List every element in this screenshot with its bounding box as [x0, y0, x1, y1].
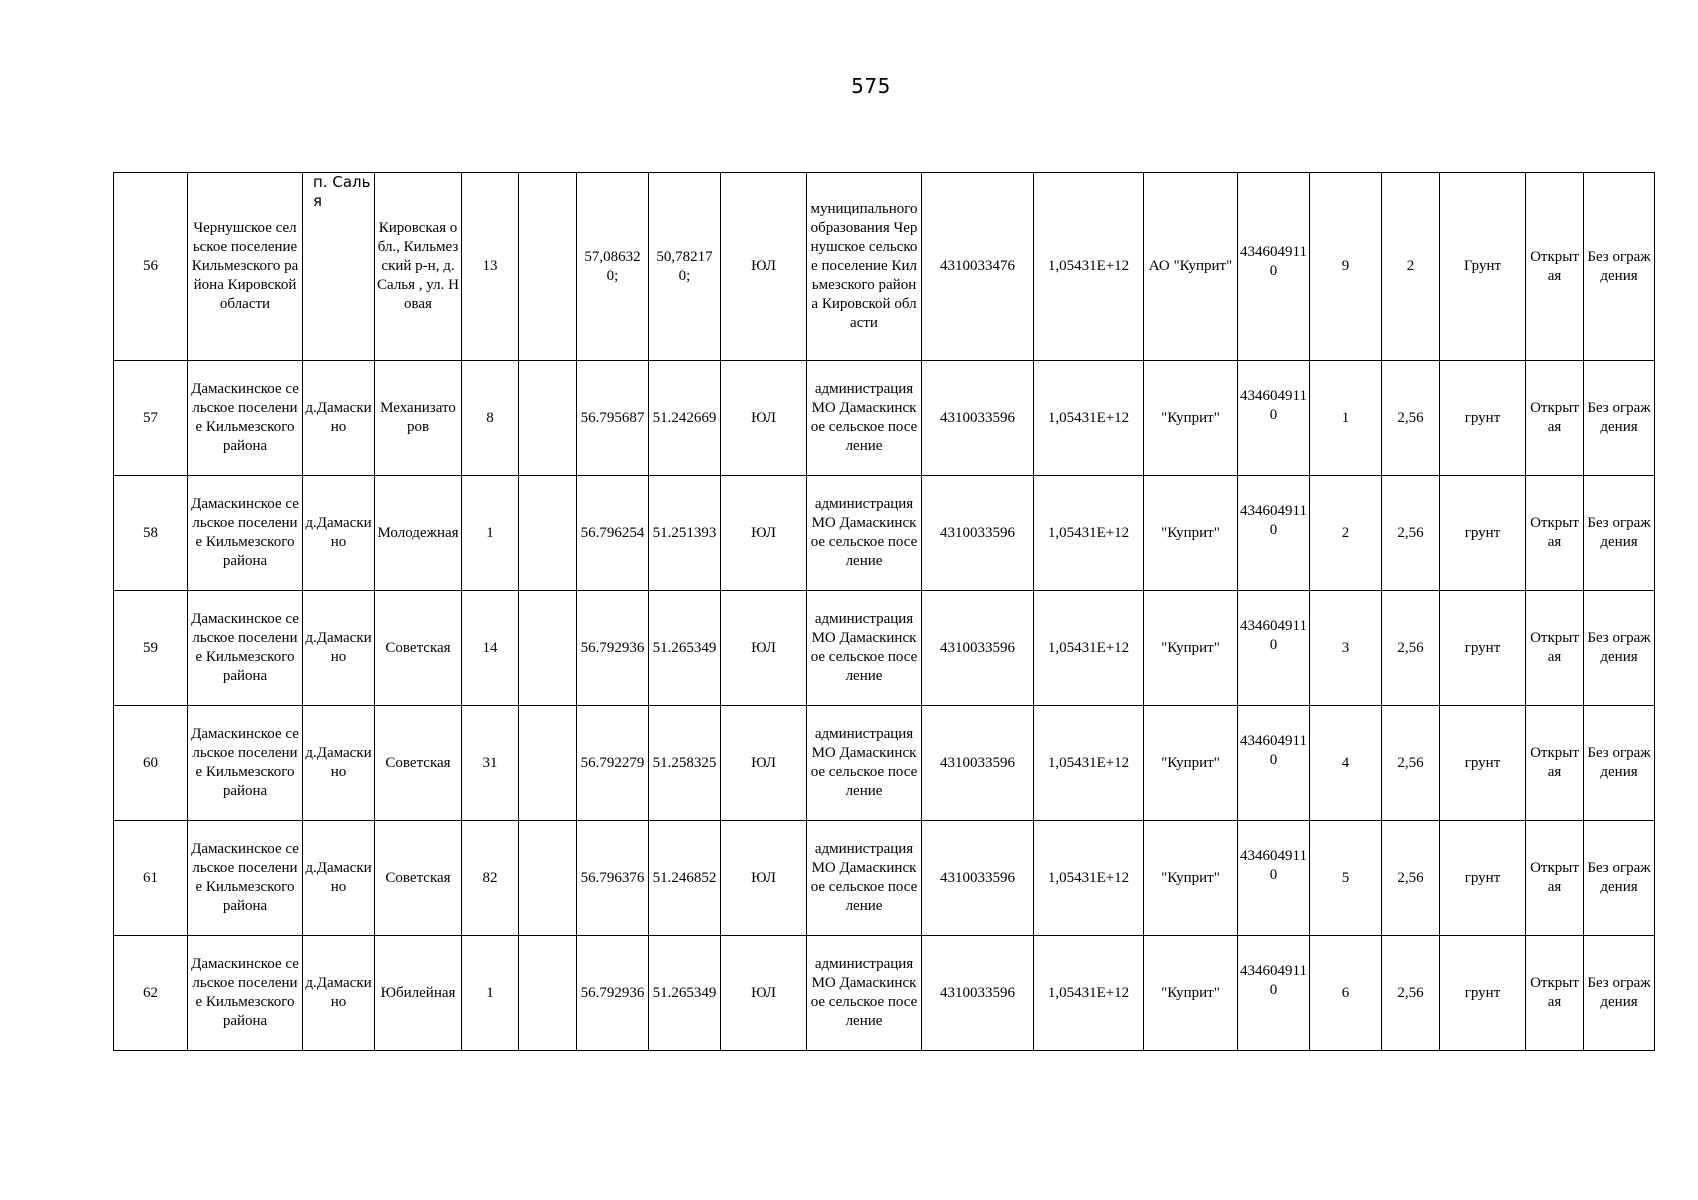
table-row [114, 361, 1655, 476]
operator-inn-cell: 4346049110 [1238, 821, 1310, 936]
settlement-cell: Чернушское сельское поселение Кильмезского района Кировской области [188, 173, 303, 361]
street-cell: Советская [375, 591, 462, 706]
site-index-cell: 3 [1310, 591, 1382, 706]
operator-cell: "Куприт" [1144, 821, 1238, 936]
owner-ogrn-cell: 1,05431E+12 [1034, 821, 1144, 936]
table-row [114, 936, 1655, 1051]
entity-type-cell: ЮЛ [721, 936, 807, 1051]
empty-cell [519, 361, 577, 476]
empty-cell [519, 173, 577, 361]
entity-type-cell: ЮЛ [721, 706, 807, 821]
surface-cell: грунт [1440, 706, 1526, 821]
area-cell: 2 [1382, 173, 1440, 361]
site-index-cell: 1 [1310, 361, 1382, 476]
table-row [114, 591, 1655, 706]
owner-ogrn-cell: 1,05431E+12 [1034, 173, 1144, 361]
settlement-cell: Дамаскинское сельское поселение Кильмезского района [188, 936, 303, 1051]
owner-inn-cell: 4310033596 [922, 591, 1034, 706]
owner-cell: администрация МО Дамаскинское сельское поселение [807, 821, 922, 936]
area-cell: 2,56 [1382, 361, 1440, 476]
owner-inn-cell: 4310033596 [922, 936, 1034, 1051]
operator-inn-cell: 4346049110 [1238, 936, 1310, 1051]
area-cell: 2,56 [1382, 936, 1440, 1051]
latitude-cell: 56.796254 [577, 476, 649, 591]
settlement-cell: Дамаскинское сельское поселение Кильмезского района [188, 361, 303, 476]
row-number-cell: 57 [114, 361, 188, 476]
site-index-cell: 6 [1310, 936, 1382, 1051]
entity-type-cell: ЮЛ [721, 591, 807, 706]
owner-cell: администрация МО Дамаскинское сельское поселение [807, 936, 922, 1051]
row-number-cell: 62 [114, 936, 188, 1051]
longitude-cell: 51.242669 [649, 361, 721, 476]
table-row [114, 173, 1655, 361]
entity-type-cell: ЮЛ [721, 476, 807, 591]
site-index-cell: 5 [1310, 821, 1382, 936]
fence-cell: Без ограждения [1584, 706, 1655, 821]
settlement-cell: Дамаскинское сельское поселение Кильмезского района [188, 706, 303, 821]
locality-cell: д.Дамаскино [303, 821, 375, 936]
owner-cell: муниципального образования Чернушское сельское поселение Кильмезского района Кировской области [807, 173, 922, 361]
longitude-cell: 51.251393 [649, 476, 721, 591]
area-cell: 2,56 [1382, 821, 1440, 936]
empty-cell [519, 476, 577, 591]
owner-ogrn-cell: 1,05431E+12 [1034, 936, 1144, 1051]
operator-cell: "Куприт" [1144, 591, 1238, 706]
locality-cell: д.Дамаскино [303, 706, 375, 821]
latitude-cell: 56.792936 [577, 591, 649, 706]
street-cell: Молодежная [375, 476, 462, 591]
site-type-cell: Открытая [1526, 173, 1584, 361]
site-type-cell: Открытая [1526, 821, 1584, 936]
site-type-cell: Открытая [1526, 706, 1584, 821]
empty-cell [519, 936, 577, 1051]
street-cell: Кировская обл., Кильмезский р-н, д.Салья , ул. Новая [375, 173, 462, 361]
table-row [114, 706, 1655, 821]
row-number-cell: 59 [114, 591, 188, 706]
owner-ogrn-cell: 1,05431E+12 [1034, 706, 1144, 821]
locality-cell: д.Дамаскино [303, 476, 375, 591]
row-number-cell: 56 [114, 173, 188, 361]
latitude-cell: 56.792936 [577, 936, 649, 1051]
registry-table [113, 172, 1655, 1051]
surface-cell: Грунт [1440, 173, 1526, 361]
row-number-cell: 61 [114, 821, 188, 936]
latitude-cell: 56.796376 [577, 821, 649, 936]
owner-ogrn-cell: 1,05431E+12 [1034, 591, 1144, 706]
settlement-cell: Дамаскинское сельское поселение Кильмезского района [188, 476, 303, 591]
street-cell: Механизаторов [375, 361, 462, 476]
locality-cell: д.Дамаскино [303, 361, 375, 476]
empty-cell [519, 706, 577, 821]
table-row [114, 821, 1655, 936]
entity-type-cell: ЮЛ [721, 173, 807, 361]
fence-cell: Без ограждения [1584, 476, 1655, 591]
table-body [114, 173, 1655, 1051]
longitude-cell: 51.258325 [649, 706, 721, 821]
owner-cell: администрация МО Дамаскинское сельское поселение [807, 476, 922, 591]
longitude-cell: 51.265349 [649, 936, 721, 1051]
owner-ogrn-cell: 1,05431E+12 [1034, 361, 1144, 476]
site-type-cell: Открытая [1526, 591, 1584, 706]
latitude-cell: 57,086320; [577, 173, 649, 361]
surface-cell: грунт [1440, 821, 1526, 936]
area-cell: 2,56 [1382, 591, 1440, 706]
house-number-cell: 31 [462, 706, 519, 821]
house-number-cell: 13 [462, 173, 519, 361]
operator-cell: "Куприт" [1144, 476, 1238, 591]
owner-ogrn-cell: 1,05431E+12 [1034, 476, 1144, 591]
site-index-cell: 2 [1310, 476, 1382, 591]
operator-cell: "Куприт" [1144, 936, 1238, 1051]
operator-inn-cell: 4346049110 [1238, 706, 1310, 821]
owner-inn-cell: 4310033476 [922, 173, 1034, 361]
page-number: 575 [851, 74, 891, 98]
locality-cell: д.Дамаскино [303, 591, 375, 706]
longitude-cell: 51.246852 [649, 821, 721, 936]
operator-cell: "Куприт" [1144, 706, 1238, 821]
fence-cell: Без ограждения [1584, 173, 1655, 361]
site-index-cell: 9 [1310, 173, 1382, 361]
owner-inn-cell: 4310033596 [922, 361, 1034, 476]
owner-cell: администрация МО Дамаскинское сельское поселение [807, 591, 922, 706]
locality-cell: п. Салья [303, 173, 375, 361]
operator-cell: "Куприт" [1144, 361, 1238, 476]
empty-cell [519, 591, 577, 706]
settlement-cell: Дамаскинское сельское поселение Кильмезского района [188, 821, 303, 936]
entity-type-cell: ЮЛ [721, 361, 807, 476]
street-cell: Юбилейная [375, 936, 462, 1051]
operator-inn-cell: 4346049110 [1238, 173, 1310, 361]
empty-cell [519, 821, 577, 936]
owner-cell: администрация МО Дамаскинское сельское поселение [807, 361, 922, 476]
owner-inn-cell: 4310033596 [922, 706, 1034, 821]
locality-cell: д.Дамаскино [303, 936, 375, 1051]
row-number-cell: 58 [114, 476, 188, 591]
owner-inn-cell: 4310033596 [922, 821, 1034, 936]
operator-cell: АО "Куприт" [1144, 173, 1238, 361]
table-row [114, 476, 1655, 591]
owner-inn-cell: 4310033596 [922, 476, 1034, 591]
fence-cell: Без ограждения [1584, 361, 1655, 476]
street-cell: Советская [375, 821, 462, 936]
operator-inn-cell: 4346049110 [1238, 361, 1310, 476]
house-number-cell: 1 [462, 476, 519, 591]
surface-cell: грунт [1440, 936, 1526, 1051]
surface-cell: грунт [1440, 361, 1526, 476]
site-type-cell: Открытая [1526, 936, 1584, 1051]
owner-cell: администрация МО Дамаскинское сельское поселение [807, 706, 922, 821]
fence-cell: Без ограждения [1584, 936, 1655, 1051]
site-index-cell: 4 [1310, 706, 1382, 821]
house-number-cell: 8 [462, 361, 519, 476]
latitude-cell: 56.792279 [577, 706, 649, 821]
site-type-cell: Открытая [1526, 476, 1584, 591]
latitude-cell: 56.795687 [577, 361, 649, 476]
street-cell: Советская [375, 706, 462, 821]
settlement-cell: Дамаскинское сельское поселение Кильмезского района [188, 591, 303, 706]
area-cell: 2,56 [1382, 476, 1440, 591]
longitude-cell: 50,782170; [649, 173, 721, 361]
operator-inn-cell: 4346049110 [1238, 591, 1310, 706]
entity-type-cell: ЮЛ [721, 821, 807, 936]
house-number-cell: 14 [462, 591, 519, 706]
house-number-cell: 82 [462, 821, 519, 936]
fence-cell: Без ограждения [1584, 821, 1655, 936]
surface-cell: грунт [1440, 591, 1526, 706]
longitude-cell: 51.265349 [649, 591, 721, 706]
site-type-cell: Открытая [1526, 361, 1584, 476]
area-cell: 2,56 [1382, 706, 1440, 821]
operator-inn-cell: 4346049110 [1238, 476, 1310, 591]
surface-cell: грунт [1440, 476, 1526, 591]
house-number-cell: 1 [462, 936, 519, 1051]
fence-cell: Без ограждения [1584, 591, 1655, 706]
row-number-cell: 60 [114, 706, 188, 821]
